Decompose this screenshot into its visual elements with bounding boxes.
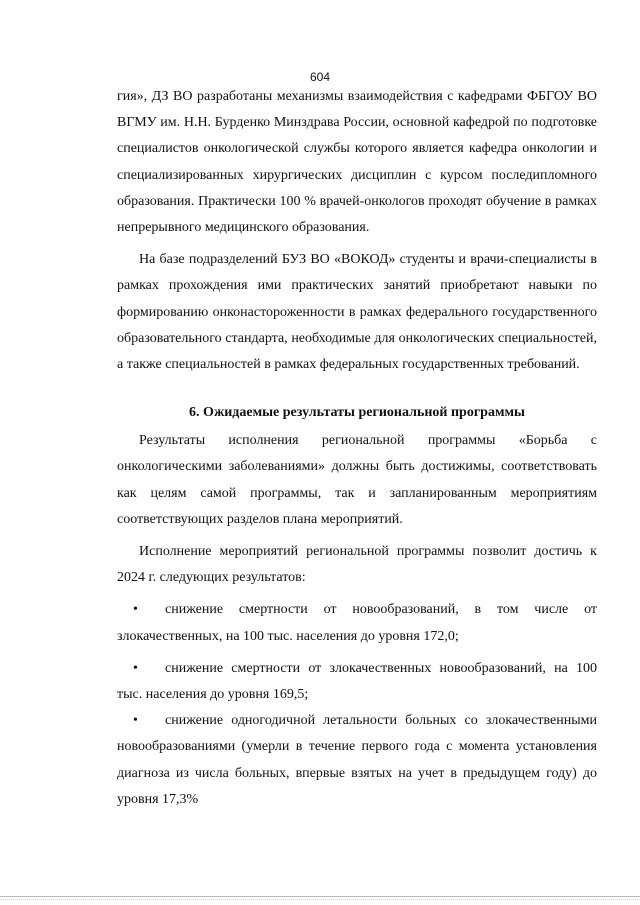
paragraph-3: Результаты исполнения региональной программы «Борьба с онкологическими заболеваниями» должны быть достижимы, соответствовать как целям самой программы, так и запланированным мероприятиям соответствующих разделов плана мероприятий. — [117, 433, 597, 527]
page-bottom-rule — [0, 896, 640, 897]
paragraph-2: На базе подразделений БУЗ ВО «ВОКОД» студенты и врачи-специалисты в рамках прохождения ими практических занятий приобретают навыки по формированию онконастороженности в рамках федерального государственного образовательного стандарта, необходимые для онкологических специальностей, а также специальностей в рамках федеральных государственных требований. — [117, 252, 597, 373]
bullet-icon: • — [133, 602, 138, 618]
bullet-item-3 — [117, 708, 597, 813]
paragraph-4: Исполнение мероприятий региональной программы позволит достичь к 2024 г. следующих результатов: — [117, 544, 597, 586]
bullet-icon: • — [133, 713, 138, 729]
bullet-text: снижение смертности от злокачественных новообразований, на 100 тыс. населения до уровня 169,5; — [117, 660, 597, 703]
bullet-item-1 — [117, 597, 597, 649]
paragraph-1: гия», ДЗ ВО разработаны механизмы взаимодействия с кафедрами ФБГОУ ВО ВГМУ им. Н.Н. Бурденко Минздрава России, основной кафедрой по подготовке специалистов онкологической службы которого является кафедра онкологии и специализированных хирургических дисциплин с курсом последипломного образования. Практически 100 % врачей-онкологов проходят обучение в рамках непрерывного медицинского образования. — [117, 89, 597, 236]
bullet-item-2 — [117, 656, 597, 708]
bullet-text: снижение смертности от новообразований, в том числе от злокачественных, на 100 тыс. населения до уровня 172,0; — [117, 602, 597, 644]
page-number: 604 — [309, 70, 331, 84]
bullet-text: снижение одногодичной летальности больных со злокачественными новообразованиями (умерли в течение первого года с момента установления диагноза из числа больных, впервые взятых на учет в предыдущем году) до уровня 17,3% — [117, 713, 597, 807]
page-bottom-rule-dotted — [0, 899, 640, 900]
section-heading-wrap — [117, 400, 597, 426]
document-body — [117, 84, 597, 813]
bullet-icon: • — [133, 660, 138, 676]
section-heading: 6. Ожидаемые результаты региональной программы — [189, 405, 525, 421]
